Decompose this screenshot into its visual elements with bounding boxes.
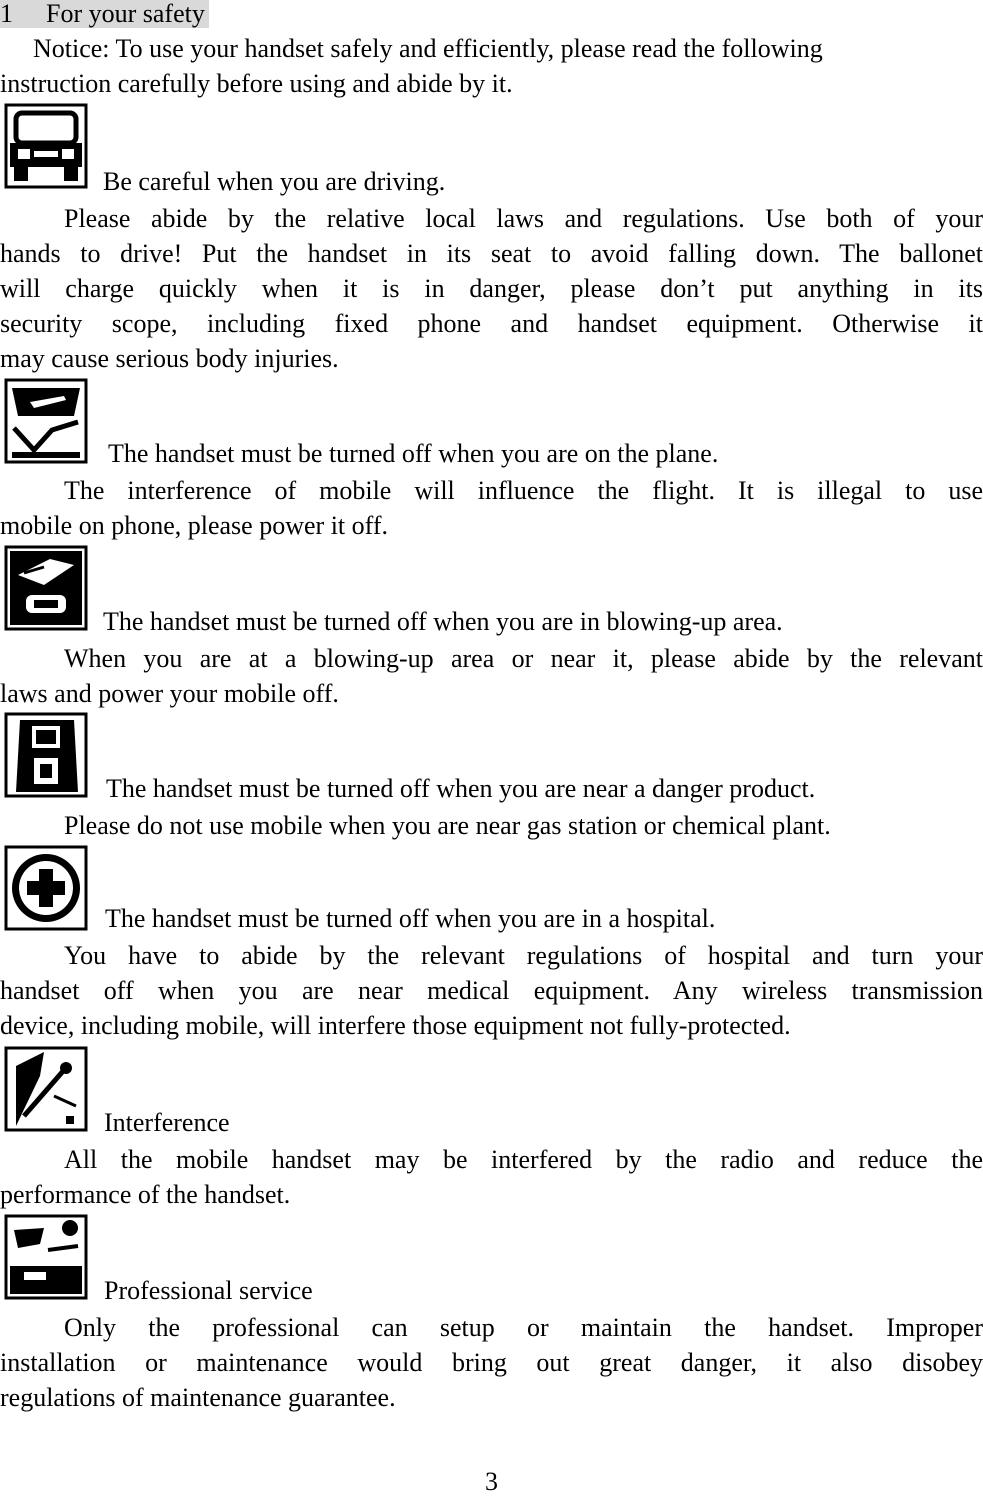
plane-caption: The handset must be turned off when you are on the plane. [108, 439, 719, 468]
airplane-icon [4, 378, 88, 464]
plane-paragraph [0, 473, 983, 543]
professional-service-caption: Professional service [104, 1276, 313, 1305]
interference-paragraph [0, 1142, 983, 1212]
service-tools-icon [4, 1214, 88, 1300]
paragraph-line: Only the professional can setup or maintain the handset. Improper [64, 1313, 983, 1342]
driving-caption: Be careful when you are driving. [103, 167, 446, 196]
car-icon [4, 103, 88, 189]
driving-paragraph [0, 201, 983, 376]
blowing-up-paragraph [0, 641, 983, 711]
notice-line-1: Notice: To use your handset safely and efficiently, please read the following [33, 34, 823, 63]
paragraph-line: The interference of mobile will influence the flight. It is illegal to use [64, 476, 983, 505]
paragraph-line: Please do not use mobile when you are near gas station or chemical plant. [64, 811, 831, 840]
paragraph-line: laws and power your mobile off. [0, 679, 339, 708]
fuel-pump-icon [4, 712, 88, 798]
paragraph-line: hands to drive! Put the handset in its seat to avoid falling down. The ballonet [0, 239, 983, 268]
paragraph-line: You have to abide by the relevant regulations of hospital and turn your [64, 941, 983, 970]
paragraph-line: performance of the handset. [0, 1180, 291, 1209]
page-number: 3 [485, 1467, 498, 1496]
paragraph-line: handset off when you are near medical equipment. Any wireless transmission [0, 976, 983, 1005]
blowing-up-caption: The handset must be turned off when you are in blowing-up area. [103, 607, 783, 636]
paragraph-line: When you are at a blowing-up area or near it, please abide by the relevant [64, 644, 983, 673]
notice-line-2: instruction carefully before using and abide by it. [0, 69, 513, 98]
paragraph-line: mobile on phone, please power it off. [0, 511, 388, 540]
paragraph-line: regulations of maintenance guarantee. [0, 1383, 396, 1412]
blasting-icon [4, 545, 88, 631]
hospital-cross-icon [4, 845, 88, 931]
paragraph-line: All the mobile handset may be interfered by the radio and reduce the [64, 1145, 983, 1174]
paragraph-line: device, including mobile, will interfere those equipment not fully-protected. [0, 1011, 791, 1040]
section-title: For your safety [46, 0, 205, 28]
hospital-paragraph [0, 938, 983, 1043]
hospital-caption: The handset must be turned off when you are in a hospital. [105, 904, 716, 933]
interference-caption: Interference [104, 1108, 230, 1137]
danger-product-paragraph [0, 808, 983, 843]
paragraph-line: security scope, including fixed phone and handset equipment. Otherwise it [0, 309, 983, 338]
interference-icon [4, 1046, 88, 1132]
section-number: 1 [0, 0, 13, 28]
paragraph-line: will charge quickly when it is in danger, please don’t put anything in its [0, 274, 983, 303]
section-heading [0, 0, 209, 28]
paragraph-line: Please abide by the relative local laws and regulations. Use both of your [64, 204, 983, 233]
professional-service-paragraph [0, 1310, 983, 1415]
danger-product-caption: The handset must be turned off when you are near a danger product. [106, 774, 816, 803]
paragraph-line: may cause serious body injuries. [0, 344, 339, 373]
paragraph-line: installation or maintenance would bring out great danger, it also disobey [0, 1348, 983, 1377]
